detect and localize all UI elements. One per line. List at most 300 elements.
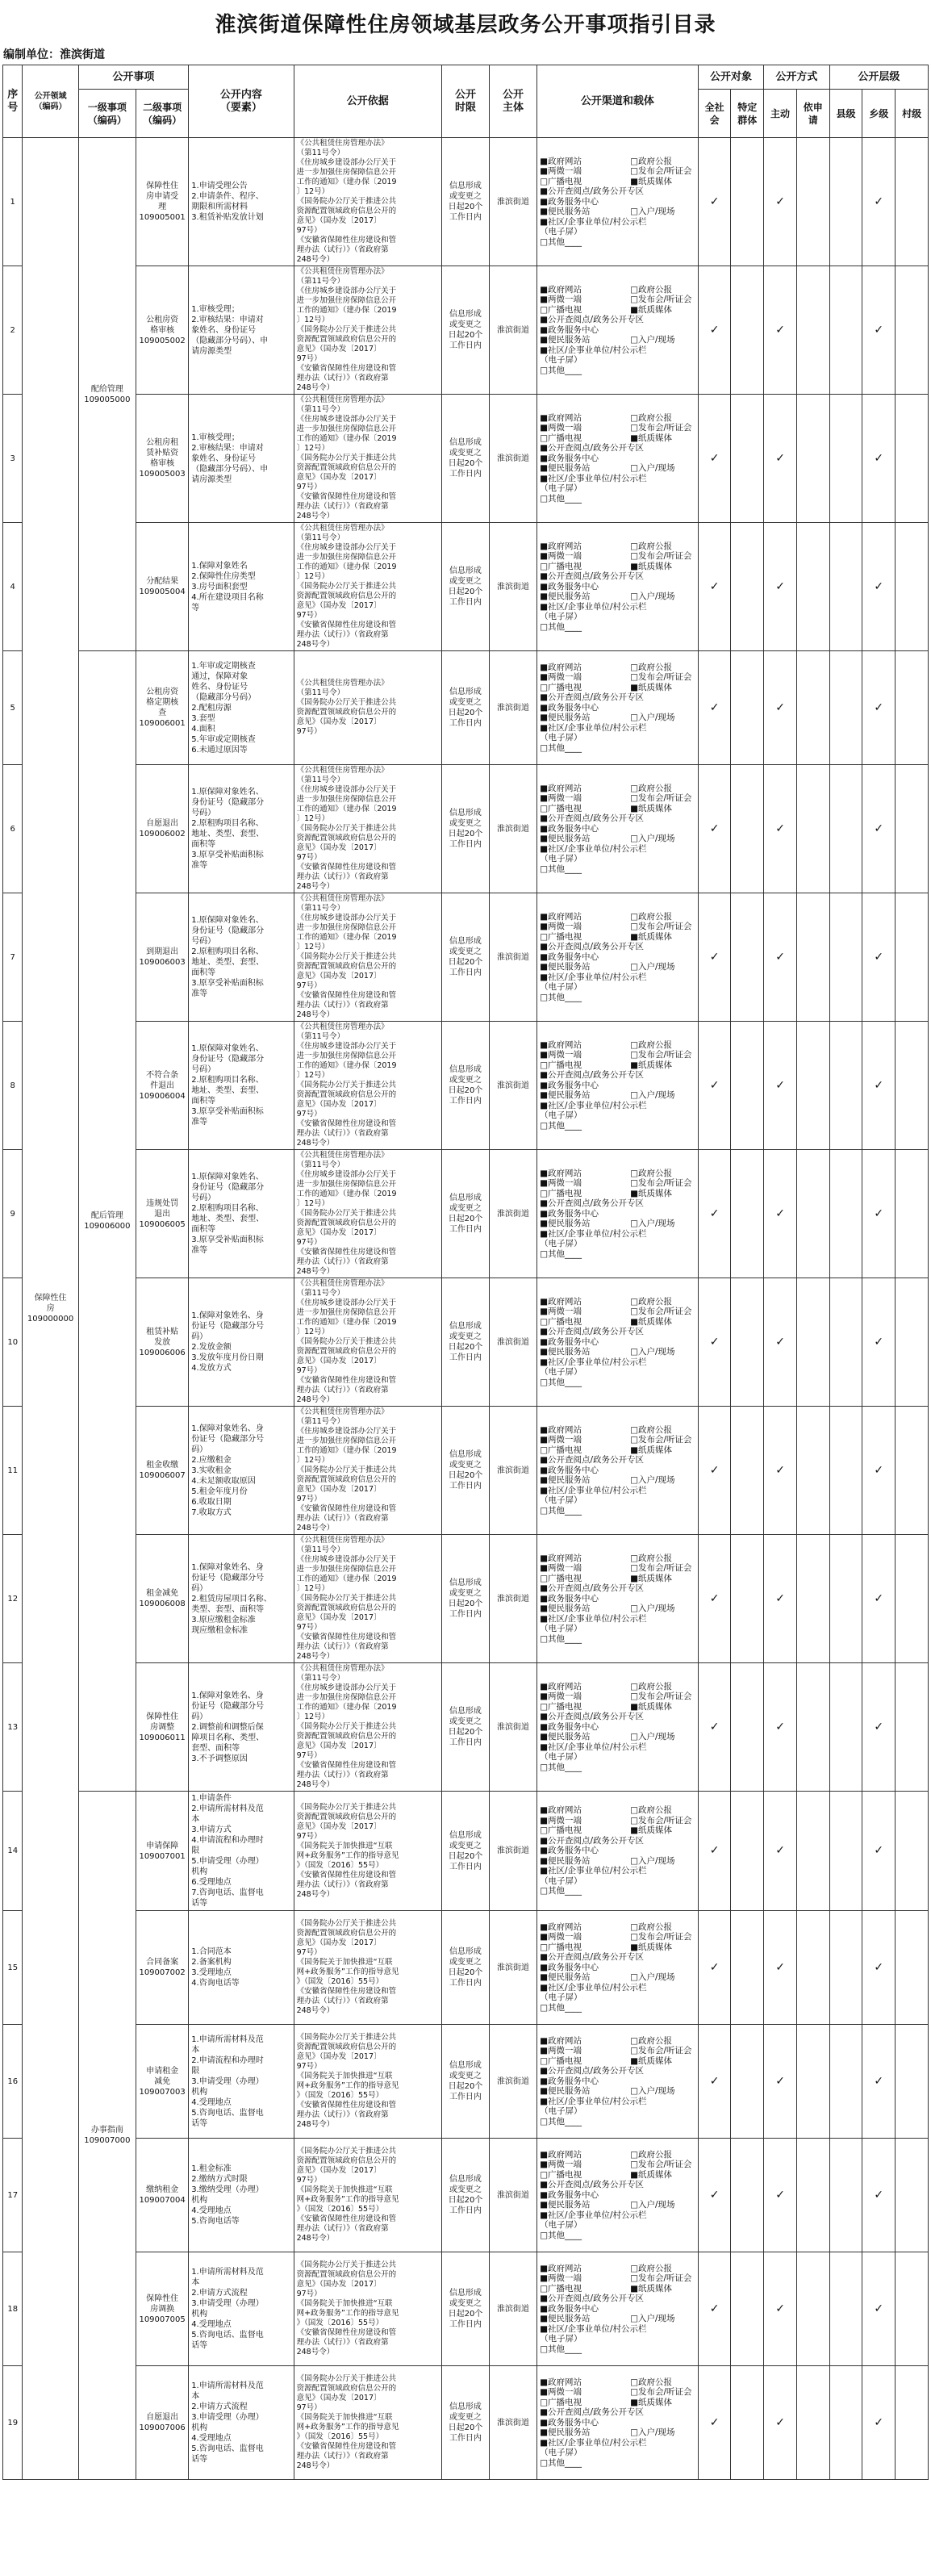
channel-option: ■公开查阅点/政务公开专区 xyxy=(540,2294,645,2304)
check-mark-icon: ✓ xyxy=(874,1591,884,1605)
channel-line xyxy=(540,1932,695,1942)
check-mark-icon: ✓ xyxy=(874,2188,884,2202)
content-cell: 1.申请条件 2.申请所需材料及范 本 3.申请方式 4.申请流程和办理时 限 5.申请受理（办理） 机构 6.受理地点 7.咨询电话、监督电 话等 xyxy=(189,1792,294,1911)
level-county-cell xyxy=(829,266,862,395)
channel-option: □其他____ xyxy=(540,864,582,874)
header-method-active: 主动 xyxy=(764,90,797,138)
channel-option: ■公开查阅点/政务公开专区 xyxy=(540,1712,645,1722)
table-row xyxy=(3,523,929,651)
check-mark-icon: ✓ xyxy=(775,194,785,208)
channel-option: ■便民服务站 xyxy=(540,1604,591,1614)
channel-line xyxy=(540,854,695,864)
check-mark-icon: ✓ xyxy=(709,194,720,208)
channel-option: ■两微一端 xyxy=(540,793,582,804)
channel-cell xyxy=(537,138,699,266)
check-mark-icon: ✓ xyxy=(775,2074,785,2088)
channel-option: ■便民服务站 xyxy=(540,2086,591,2097)
channel-option: ■纸质媒体 xyxy=(630,682,672,692)
channel-line xyxy=(540,1327,695,1337)
channel-line xyxy=(540,692,695,703)
channel-line xyxy=(540,2056,695,2067)
target-specific-cell xyxy=(731,1278,764,1407)
channel-option: □政府公报 xyxy=(630,412,672,423)
channel-option: □发布会/听证会 xyxy=(630,1435,692,1445)
channel-option: ■便民服务站 xyxy=(540,1475,591,1486)
channel-line xyxy=(540,1856,695,1867)
channel-line xyxy=(540,2200,695,2210)
level-county-cell xyxy=(829,1278,862,1407)
header-level-village: 村级 xyxy=(896,90,929,138)
channel-option: □其他____ xyxy=(540,621,582,632)
content-cell: 1.申请所需材料及范 本 2.申请方式流程 3.申请受理（办理） 机构 4.受理地点 5.咨询电话、监督电 话等 xyxy=(189,2366,294,2480)
channel-line xyxy=(540,1942,695,1953)
table-row xyxy=(3,1022,929,1150)
channel-line xyxy=(540,2314,695,2324)
channel-line xyxy=(540,1486,695,1496)
channel-option: ■政务服务中心 xyxy=(540,196,599,207)
target-all-cell xyxy=(698,2366,731,2480)
check-mark-icon: ✓ xyxy=(709,1078,720,1092)
channel-option: ■政务服务中心 xyxy=(540,2189,599,2200)
channel-option: ■社区/企事业单位/村公示栏 xyxy=(540,1742,647,1752)
channel-option: □入户/现场 xyxy=(630,1090,675,1101)
channel-line xyxy=(540,305,695,316)
channel-option: □发布会/听证会 xyxy=(630,551,692,562)
channel-option: □发布会/听证会 xyxy=(630,1563,692,1574)
level2-item: 公租房资 格定期核 查 109006001 xyxy=(136,651,188,765)
subject-cell: 淮滨街道 xyxy=(489,395,536,523)
basis-cell: 《公共租赁住房管理办法》 （第11号令） 《住房城乡建设部办公厅关于 进一步加强住房保障信息公开 工作的通知》（建办保〔2019 〕12号） 《国务院办公厅关于推进公共 资源配置领域政府信息公开的 意见》（国办发〔2017〕 97号） 《安徽省保障性住房建设和管 理办法（试行）》（省政府第 248号令） xyxy=(294,765,441,893)
channel-option: ■公开查阅点/政务公开专区 xyxy=(540,1583,645,1594)
header-target-specific: 特定 群体 xyxy=(731,90,764,138)
row-seq: 4 xyxy=(3,523,23,651)
channel-option: ■纸质媒体 xyxy=(630,176,672,186)
channel-option: □政府公报 xyxy=(630,1424,672,1435)
channel-line xyxy=(540,315,695,325)
check-mark-icon: ✓ xyxy=(874,1206,884,1220)
channel-line xyxy=(540,2407,695,2418)
channel-line xyxy=(540,672,695,683)
channel-line xyxy=(540,483,695,494)
channel-line xyxy=(540,1722,695,1733)
method-active-cell xyxy=(764,395,797,523)
time-cell: 信息形成 或变更之 日起20个 工作日内 xyxy=(441,765,489,893)
level-county-cell xyxy=(829,2252,862,2366)
channel-line xyxy=(540,1752,695,1763)
level-township-cell xyxy=(862,1407,896,1535)
row-seq: 9 xyxy=(3,1150,23,1278)
level-village-cell xyxy=(896,523,929,651)
row-seq: 11 xyxy=(3,1407,23,1535)
channel-line xyxy=(540,2284,695,2294)
channel-option: □政府公报 xyxy=(630,662,672,672)
level2-item: 公租房资 格审核 109005002 xyxy=(136,266,188,395)
channel-option: ■政府网站 xyxy=(540,412,582,423)
channel-option: ■政府网站 xyxy=(540,1922,582,1932)
channel-option: ■社区/企事业单位/村公示栏 xyxy=(540,473,647,483)
channel-line xyxy=(540,1604,695,1614)
channel-option: □其他____ xyxy=(540,742,582,753)
channel-option: □发布会/听证会 xyxy=(630,166,692,177)
channel-option: □发布会/听证会 xyxy=(630,672,692,683)
content-cell: 1.保障对象姓名 2.保障性住房类型 3.房号面积套型 4.所在建设项目名称 等 xyxy=(189,523,294,651)
channel-option: □发布会/听证会 xyxy=(630,1692,692,1702)
channel-line xyxy=(540,733,695,743)
channel-option: ■纸质媒体 xyxy=(630,2055,672,2066)
method-active-cell xyxy=(764,765,797,893)
channel-option: □其他____ xyxy=(540,2457,582,2468)
content-cell: 1.原保障对象姓名、 身份证号（隐藏部分 号码） 2.原租购项目名称、 地址、类型、套型、 面积等 3.原享受补贴面积标 准等 xyxy=(189,1150,294,1278)
level1-item: 配后管理 109006000 xyxy=(78,651,136,1792)
channel-option: ■政务服务中心 xyxy=(540,581,599,592)
target-specific-cell xyxy=(731,651,764,765)
channel-line xyxy=(540,1732,695,1742)
channel-line xyxy=(540,1219,695,1229)
level-county-cell xyxy=(829,1022,862,1150)
check-mark-icon: ✓ xyxy=(775,451,785,465)
subject-cell: 淮滨街道 xyxy=(489,2252,536,2366)
channel-option: ■公开查阅点/政务公开专区 xyxy=(540,942,645,952)
channel-option: □广播电视 xyxy=(540,1060,582,1070)
channel-option: ■两微一端 xyxy=(540,922,582,932)
channel-option: □发布会/听证会 xyxy=(630,295,692,305)
method-apply-cell xyxy=(796,266,829,395)
channel-option: □广播电视 xyxy=(540,1942,582,1952)
channel-option: ■便民服务站 xyxy=(540,2200,591,2210)
content-cell: 1.原保障对象姓名、 身份证号（隐藏部分 号码） 2.原租购项目名称、 地址、类型、套型、 面积等 3.原享受补贴面积标 准等 xyxy=(189,893,294,1022)
table-row xyxy=(3,893,929,1022)
channel-line xyxy=(540,325,695,336)
level-county-cell xyxy=(829,2025,862,2139)
channel-line xyxy=(540,2066,695,2076)
channel-line xyxy=(540,177,695,187)
channel-line xyxy=(540,2398,695,2408)
channel-option: □广播电视 xyxy=(540,561,582,571)
basis-cell: 《国务院办公厅关于推进公共 资源配置领域政府信息公开的 意见》（国办发〔2017〕 97号） 《国务院关于加快推进“互联 网+政务服务”工作的指导意见 》（国发〔2016〕55号） 《安徽省保障性住房建设和管 理办法（试行）》（省政府第 248号令） xyxy=(294,1911,441,2025)
channel-line xyxy=(540,1198,695,1209)
check-mark-icon: ✓ xyxy=(874,2415,884,2429)
target-specific-cell xyxy=(731,2252,764,2366)
row-seq: 12 xyxy=(3,1535,23,1663)
channel-line xyxy=(540,1070,695,1081)
channel-line xyxy=(540,2273,695,2284)
channel-option: ■政府网站 xyxy=(540,541,582,551)
channel-line xyxy=(540,2458,695,2469)
channel-option: ■政府网站 xyxy=(540,1168,582,1178)
method-apply-cell xyxy=(796,765,829,893)
channel-option: □其他____ xyxy=(540,493,582,504)
channel-option: ■两微一端 xyxy=(540,1932,582,1942)
channel-option: ■政府网站 xyxy=(540,1553,582,1563)
level-county-cell xyxy=(829,1535,862,1663)
channel-option: □其他____ xyxy=(540,1633,582,1644)
channel-line xyxy=(540,1189,695,1199)
channel-option: ■两微一端 xyxy=(540,672,582,683)
level-township-cell xyxy=(862,1792,896,1911)
content-cell: 1.申请所需材料及范 本 2.申请流程和办理时 限 3.申请受理（办理） 机构 4.受理地点 5.咨询电话、监督电 话等 xyxy=(189,2025,294,2139)
channel-line xyxy=(540,582,695,592)
channel-line xyxy=(540,622,695,633)
channel-option: ■社区/企事业单位/村公示栏 xyxy=(540,2096,647,2106)
subject-cell: 淮滨街道 xyxy=(489,765,536,893)
target-specific-cell xyxy=(731,1911,764,2025)
channel-option: ■政府网站 xyxy=(540,783,582,793)
catalog-table xyxy=(2,65,929,2480)
channel-line xyxy=(540,1110,695,1121)
basis-cell: 《公共租赁住房管理办法》 （第11号令） 《国务院办公厅关于推进公共 资源配置领域政府信息公开的 意见》（国办发〔2017〕 97号） xyxy=(294,651,441,765)
channel-option: ■社区/企事业单位/村公示栏 xyxy=(540,1485,647,1495)
channel-option: ■政务服务中心 xyxy=(540,1721,599,1732)
channel-line xyxy=(540,1846,695,1856)
channel-option: □入户/现场 xyxy=(630,834,675,844)
channel-line xyxy=(540,1554,695,1564)
method-apply-cell xyxy=(796,2252,829,2366)
channel-option: ■纸质媒体 xyxy=(630,931,672,942)
target-specific-cell xyxy=(731,2025,764,2139)
channel-option: □广播电视 xyxy=(540,2283,582,2294)
channel-option: ■公开查阅点/政务公开专区 xyxy=(540,1952,645,1963)
channel-option: ■便民服务站 xyxy=(540,1855,591,1866)
level-township-cell xyxy=(862,2366,896,2480)
channel-option: ■纸质媒体 xyxy=(630,1060,672,1070)
check-mark-icon: ✓ xyxy=(775,1463,785,1477)
subject-cell: 淮滨街道 xyxy=(489,651,536,765)
channel-option: ■公开查阅点/政务公开专区 xyxy=(540,1198,645,1209)
channel-option: ■两微一端 xyxy=(540,423,582,433)
table-row xyxy=(3,1535,929,1663)
channel-option: □其他____ xyxy=(540,992,582,1002)
channel-option: ■两微一端 xyxy=(540,1692,582,1702)
level-county-cell xyxy=(829,1150,862,1278)
channel-option: □政府公报 xyxy=(630,2035,672,2046)
channel-line xyxy=(540,542,695,552)
method-apply-cell xyxy=(796,1911,829,2025)
channel-line xyxy=(540,1952,695,1963)
level2-item: 到期退出 109006003 xyxy=(136,893,188,1022)
domain-cell: 保障性住 房 109000000 xyxy=(23,138,78,2480)
level-township-cell xyxy=(862,1535,896,1663)
channel-option: □发布会/听证会 xyxy=(630,2160,692,2170)
target-all-cell xyxy=(698,395,731,523)
channel-option: □入户/现场 xyxy=(630,1219,675,1229)
method-active-cell xyxy=(764,2366,797,2480)
channel-option: □入户/现场 xyxy=(630,713,675,723)
channel-line xyxy=(540,2106,695,2117)
subject-cell: 淮滨街道 xyxy=(489,1022,536,1150)
check-mark-icon: ✓ xyxy=(775,1960,785,1974)
level-county-cell xyxy=(829,765,862,893)
channel-line xyxy=(540,1357,695,1368)
table-row xyxy=(3,1278,929,1407)
row-seq: 19 xyxy=(3,2366,23,2480)
channel-line xyxy=(540,2076,695,2087)
row-seq: 3 xyxy=(3,395,23,523)
level-village-cell xyxy=(896,2366,929,2480)
channel-line xyxy=(540,1209,695,1219)
method-active-cell xyxy=(764,138,797,266)
channel-option: （电子屏） xyxy=(540,733,582,743)
channel-line xyxy=(540,157,695,167)
method-active-cell xyxy=(764,2139,797,2252)
basis-cell: 《国务院办公厅关于推进公共 资源配置领域政府信息公开的 意见》（国办发〔2017〕 97号） 《国务院关于加快推进“互联 网+政务服务”工作的指导意见 》（国发〔2016〕55号） 《安徽省保障性住房建设和管 理办法（试行）》（省政府第 248号令） xyxy=(294,2366,441,2480)
channel-line xyxy=(540,345,695,356)
channel-option: ■两微一端 xyxy=(540,1435,582,1445)
channel-option: □广播电视 xyxy=(540,1701,582,1712)
channel-option: （电子屏） xyxy=(540,1624,582,1634)
target-all-cell xyxy=(698,266,731,395)
channel-line xyxy=(540,1337,695,1348)
channel-line xyxy=(540,922,695,932)
channel-option: □政府公报 xyxy=(630,783,672,793)
channel-option: □政府公报 xyxy=(630,1168,672,1178)
channel-line xyxy=(540,1692,695,1702)
channel-option: ■两微一端 xyxy=(540,1815,582,1825)
channel-option: ■政务服务中心 xyxy=(540,2417,599,2428)
level-village-cell xyxy=(896,1407,929,1535)
level-township-cell xyxy=(862,2139,896,2252)
channel-option: ■纸质媒体 xyxy=(630,1445,672,1455)
check-mark-icon: ✓ xyxy=(775,1591,785,1605)
table-body xyxy=(3,138,929,2480)
check-mark-icon: ✓ xyxy=(874,1960,884,1974)
channel-cell xyxy=(537,1150,699,1278)
channel-option: ■公开查阅点/政务公开专区 xyxy=(540,1070,645,1081)
channel-option: □入户/现场 xyxy=(630,2086,675,2097)
channel-option: ■政府网站 xyxy=(540,1039,582,1050)
content-cell: 1.保障对象姓名、身 份证号（隐藏部分号 码） 2.租赁房屋项目名称、 类型、套型、面积等 3.原应缴租金标准 现应缴租金标准 xyxy=(189,1535,294,1663)
channel-line xyxy=(540,1081,695,1091)
check-mark-icon: ✓ xyxy=(775,2188,785,2202)
header-seq: 序号 xyxy=(3,65,23,138)
channel-option: □其他____ xyxy=(540,2344,582,2354)
level2-item: 违规处罚 退出 109006005 xyxy=(136,1150,188,1278)
check-mark-icon: ✓ xyxy=(709,451,720,465)
channel-option: ■纸质媒体 xyxy=(630,1316,672,1327)
channel-option: ■社区/企事业单位/村公示栏 xyxy=(540,345,647,355)
channel-option: ■政府网站 xyxy=(540,1681,582,1692)
time-cell: 信息形成 或变更之 日起20个 工作日内 xyxy=(441,266,489,395)
target-specific-cell xyxy=(731,1022,764,1150)
channel-line xyxy=(540,834,695,844)
channel-line xyxy=(540,912,695,922)
level-village-cell xyxy=(896,1278,929,1407)
channel-option: ■政务服务中心 xyxy=(540,453,599,463)
channel-line xyxy=(540,2003,695,2014)
level-village-cell xyxy=(896,1792,929,1911)
check-mark-icon: ✓ xyxy=(709,822,720,835)
channel-cell xyxy=(537,765,699,893)
target-all-cell xyxy=(698,2252,731,2366)
check-mark-icon: ✓ xyxy=(709,2188,720,2202)
channel-option: ■两微一端 xyxy=(540,1050,582,1060)
channel-line xyxy=(540,2220,695,2231)
check-mark-icon: ✓ xyxy=(874,194,884,208)
check-mark-icon: ✓ xyxy=(874,1335,884,1349)
channel-option: ■社区/企事业单位/村公示栏 xyxy=(540,722,647,733)
row-seq: 14 xyxy=(3,1792,23,1911)
subject-cell: 淮滨街道 xyxy=(489,1278,536,1407)
channel-line xyxy=(540,932,695,943)
channel-option: □广播电视 xyxy=(540,2055,582,2066)
channel-option: ■政务服务中心 xyxy=(540,1336,599,1347)
channel-line xyxy=(540,1922,695,1933)
channel-option: □广播电视 xyxy=(540,433,582,443)
channel-option: ■两微一端 xyxy=(540,551,582,562)
channel-option: ■纸质媒体 xyxy=(630,304,672,315)
channel-line xyxy=(540,1972,695,1983)
channel-line xyxy=(540,1445,695,1456)
level-county-cell xyxy=(829,1911,862,2025)
channel-cell xyxy=(537,2252,699,2366)
time-cell: 信息形成 或变更之 日起20个 工作日内 xyxy=(441,1911,489,2025)
content-cell: 1.审核受理； 2.审核结果：申请对 象姓名、身份证号 （隐藏部分号码）、申 请房源类型 xyxy=(189,395,294,523)
channel-option: （电子屏） xyxy=(540,1993,582,2003)
channel-option: ■便民服务站 xyxy=(540,2314,591,2324)
channel-option: ■政府网站 xyxy=(540,1296,582,1307)
channel-line xyxy=(540,166,695,177)
target-specific-cell xyxy=(731,1663,764,1792)
target-specific-cell xyxy=(731,1535,764,1663)
channel-line xyxy=(540,217,695,228)
channel-line xyxy=(540,784,695,794)
channel-option: □广播电视 xyxy=(540,304,582,315)
channel-line xyxy=(540,1317,695,1328)
channel-line xyxy=(540,1239,695,1249)
channel-option: □广播电视 xyxy=(540,176,582,186)
table-row xyxy=(3,138,929,266)
channel-option: □其他____ xyxy=(540,1248,582,1259)
check-mark-icon: ✓ xyxy=(775,1206,785,1220)
level-county-cell xyxy=(829,138,862,266)
level-village-cell xyxy=(896,2025,929,2139)
level-village-cell xyxy=(896,138,929,266)
channel-option: □其他____ xyxy=(540,365,582,375)
channel-option: □发布会/听证会 xyxy=(630,1050,692,1060)
channel-option: □发布会/听证会 xyxy=(630,1307,692,1317)
channel-option: □入户/现场 xyxy=(630,207,675,217)
level-township-cell xyxy=(862,2025,896,2139)
target-all-cell xyxy=(698,1407,731,1535)
method-apply-cell xyxy=(796,395,829,523)
target-specific-cell xyxy=(731,1792,764,1911)
channel-option: ■两微一端 xyxy=(540,1563,582,1574)
channel-option: （电子屏） xyxy=(540,1367,582,1378)
channel-option: ■纸质媒体 xyxy=(630,1825,672,1836)
time-cell: 信息形成 或变更之 日起20个 工作日内 xyxy=(441,2252,489,2366)
target-all-cell xyxy=(698,1792,731,1911)
channel-line xyxy=(540,1563,695,1574)
channel-option: □入户/现场 xyxy=(630,2200,675,2210)
channel-option: （电子屏） xyxy=(540,1239,582,1249)
channel-line xyxy=(540,1836,695,1846)
check-mark-icon: ✓ xyxy=(775,323,785,337)
table-row xyxy=(3,2139,929,2252)
channel-option: ■公开查阅点/政务公开专区 xyxy=(540,1835,645,1846)
channel-line xyxy=(540,285,695,295)
channel-option: ■政府网站 xyxy=(540,1424,582,1435)
level-village-cell xyxy=(896,395,929,523)
channel-option: □政府公报 xyxy=(630,2377,672,2387)
channel-option: ■政府网站 xyxy=(540,2263,582,2273)
channel-option: □发布会/听证会 xyxy=(630,1178,692,1189)
channel-line xyxy=(540,1624,695,1634)
channel-line xyxy=(540,952,695,963)
check-mark-icon: ✓ xyxy=(709,1335,720,1349)
channel-option: ■两微一端 xyxy=(540,1178,582,1189)
channel-line xyxy=(540,1307,695,1317)
method-apply-cell xyxy=(796,138,829,266)
channel-option: ■社区/企事业单位/村公示栏 xyxy=(540,1228,647,1239)
